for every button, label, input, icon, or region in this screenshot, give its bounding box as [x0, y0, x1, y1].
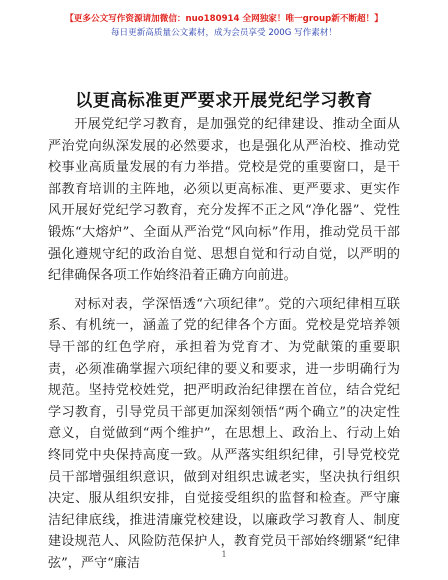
paragraph-six-disciplines: 对标对表，学深悟透“六项纪律”。党的六项纪律相互联系、有机统一，涵盖了党的纪律各个方面。党校是党培养领导干部的红色学府，承担着为党育才、为党献策的重要职责，必须准确掌握六项纪律的要义和要求，进一步明确行为规范。坚持党校姓党，把严明政治纪律摆在首位，结合党纪学习教育，引导党员干部更加深刻领悟“两个确立”的决定性意义，自觉做到“两个维护”，在思想上、政治上、行动上始终同党中央保持高度一致。从严落实组织纪律，引导党校党员干部增强组织意识，做到对组织忠诚老实，坚决执行组织决定、服从组织安排，自觉接受组织的监督和检查。严守廉洁纪律底线，推进清廉党校建设，以廉政学习教育人、制度建设规范人、风险防范保护人，教育党员干部始终绷紧“纪律弦”，严守“廉洁 — [48, 296, 400, 571]
promo-text-membership: 每日更新高质量公文素材，成为会员享受 200G 写作素材！ — [110, 28, 338, 38]
promo-text-wechat: 【更多公文写作资源请加微信：nuo180914 全网独家！唯一group新不断超！】 — [65, 14, 383, 24]
document-body — [48, 114, 400, 574]
paragraph-intro: 开展党纪学习教育，是加强党的纪律建设、推动全面从严治党向纵深发展的必然要求，也是强化从严治校、推动党校事业高质量发展的有力举措。党校是党的重要窗口，是干部教育培训的主阵地，必须以更高标准、更严要求、更实作风开展好党纪学习教育，充分发挥不正之风“净化器”、党性锻炼“大熔炉”、全面从严治党“风向标”作用，推动党员干部强化遵规守纪的政治自觉、思想自觉和行动自觉，以严明的纪律确保各项工作始终沿着正确方向前进。 — [48, 117, 400, 284]
page-number: 1 — [221, 550, 227, 559]
promo-header — [0, 12, 448, 40]
document-title: 以更高标准更严要求开展党纪学习教育 — [75, 91, 373, 111]
